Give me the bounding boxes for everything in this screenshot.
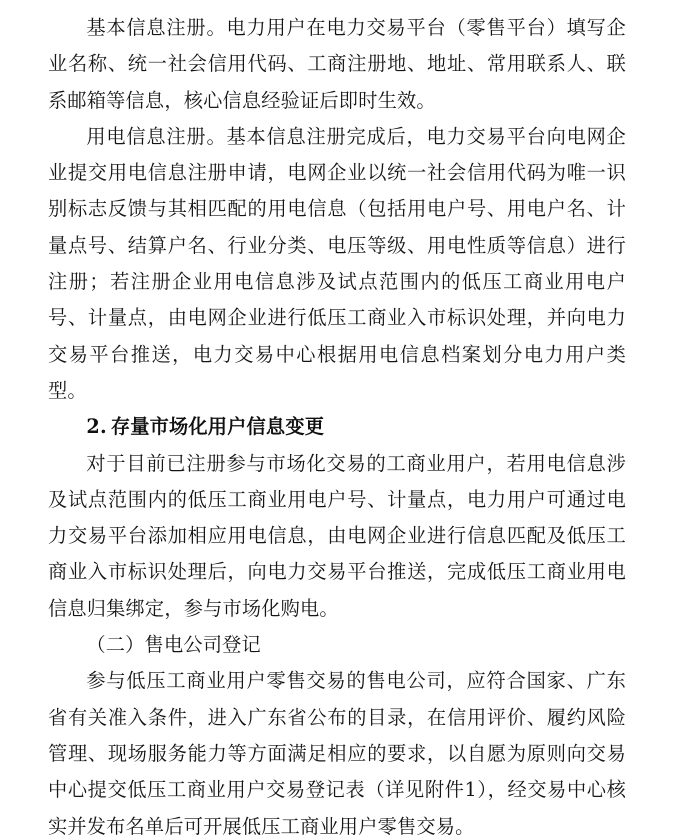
- paragraph-retail-company-registration-title: （二）售电公司登记: [86, 633, 261, 657]
- heading-existing-market-user-info-change: [48, 409, 626, 445]
- paragraph-power-usage-info-registration: 用电信息注册。基本信息注册完成后，电力交易平台向电网企业提交用电信息注册申请，电网企业以统一社会信用代码为唯一识别标志反馈与其相匹配的用电信息（包括用电户号、用电户名、计量点号、结算户名、行业分类、电压等级、用电性质等信息）进行注册；若注册企业用电信息涉及试点范围内的低压工商业用电户号、计量点，由电网企业进行低压工商业入市标识处理，并向电力交易平台推送，电力交易中心根据用电信息档案划分电力用户类型。: [48, 124, 626, 402]
- heading-text: 存量市场化用户信息变更: [110, 415, 325, 439]
- paragraph-existing-user-detail: 对于目前已注册参与市场化交易的工商业用户，若用电信息涉及试点范围内的低压工商业用电户号、计量点，电力用户可通过电力交易平台添加相应用电信息，由电网企业进行信息匹配及低压工商业入市标识处理后，向电力交易平台推送，完成低压工商业用电信息归集绑定，参与市场化购电。: [48, 451, 626, 620]
- heading-number: 2.: [86, 415, 107, 439]
- paragraph-retail-company-requirements: 参与低压工商业用户零售交易的售电公司，应符合国家、广东省有关准入条件，进入广东省公布的目录，在信用评价、履约风险管理、现场服务能力等方面满足相应的要求，以自愿为原则向交易中心提交低压工商业用户交易登记表（详见附件1），经交易中心核实并发布名单后可开展低压工商业用户零售交易。: [48, 669, 626, 837]
- paragraph-basic-info-registration: 基本信息注册。电力用户在电力交易平台（零售平台）填写企业名称、统一社会信用代码、工商注册地、地址、常用联系人、联系邮箱等信息，核心信息经验证后即时生效。: [48, 16, 626, 112]
